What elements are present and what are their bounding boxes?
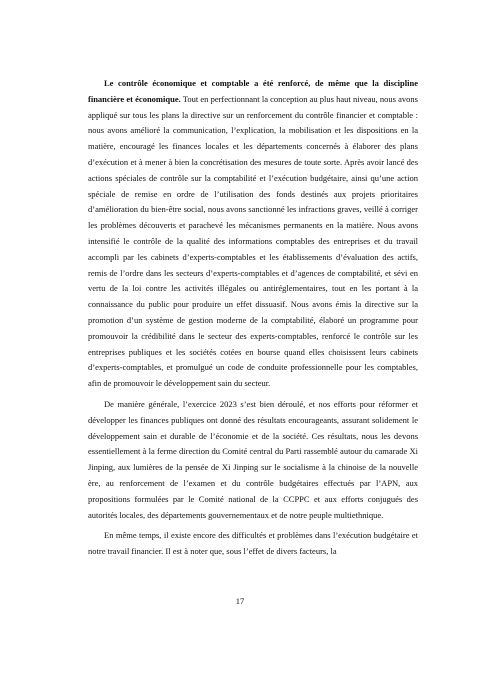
paragraph-3 [88, 528, 418, 560]
paragraph-2 [88, 397, 418, 523]
paragraph-lead-heading: Le contrôle économique et comptable a été renforcé, de même que la discipline financière et économique. [88, 78, 418, 104]
body-text [88, 76, 418, 565]
paragraph-text: En même temps, il existe encore des difficultés et problèmes dans l’exécution budgétaire et notre travail financier. Il est à noter que, sous l’effet de divers facteurs, la [88, 530, 418, 557]
page-number: 17 [235, 596, 245, 606]
paragraph-text: Tout en perfectionnant la conception au plus haut niveau, nous avons appliqué sur tous les plans la directive sur un renforcement du contrôle financier et comptable : nous avons amélioré la communication, l’explication, la mobilisation et les dispositions en la matière, encouragé les finances locales et les départements concernés à élaborer des plans d’exécution et à mener à bien la concrétisation des mesures de toute sorte. Après avoir lancé des actions spéciales de contrôle sur la comptabilité et l’exécution budgétaire, ainsi qu’une action spéciale de remise en ordre de l’utilisation des fonds destinés aux projets prioritaires d’amélioration du bien-être social, nous avons sanctionné les infractions graves, veillé à corriger les problèmes découverts et parachevé les mécanismes permanents en la matière. Nous avons intensifié le contrôle de la qualité des informations comptables des entreprises et du travail accompli par les cabinets d’experts-comptables et les établissements d’évaluation des actifs, remis de l’ordre dans les secteurs d’experts-comptables et d’agences de comptabilité, et sévi en vertu de la loi contre les activités illégales ou antiréglementaires, tout en les portant à la connaissance du public pour produire un effet dissuasif. Nous avons émis la directive sur la promotion d’un système de gestion moderne de la comptabilité, élaboré un programme pour promouvoir la crédibilité dans le secteur des experts-comptables, renforcé le contrôle sur les entreprises publiques et les sociétés cotées en bourse quand elles choisissent leurs cabinets d’experts-comptables, et promulgué un code de conduite professionnelle pour les comptables, afin de promouvoir le développement sain du secteur. [88, 93, 418, 389]
paragraph-text: De manière générale, l’exercice 2023 s’est bien déroulé, et nos efforts pour réformer et développer les finances publiques ont donné des résultats encourageants, assurant solidement le développement sain et durable de l’économie et de la société. Ces résultats, nous les devons essentiellement à la ferme direction du Comité central du Parti rassemblé autour du camarade Xi Jinping, aux lumières de la pensée de Xi Jinping sur le socialisme à la chinoise de la nouvelle ère, au renforcement de l’examen et du contrôle budgétaires effectués par l’APN, aux propositions formulées par le Comité national de la CCPPC et aux efforts conjugués des autorités locales, des départements gouvernementaux et de notre peuple multiethnique. [88, 398, 418, 520]
paragraph-1 [88, 76, 418, 392]
